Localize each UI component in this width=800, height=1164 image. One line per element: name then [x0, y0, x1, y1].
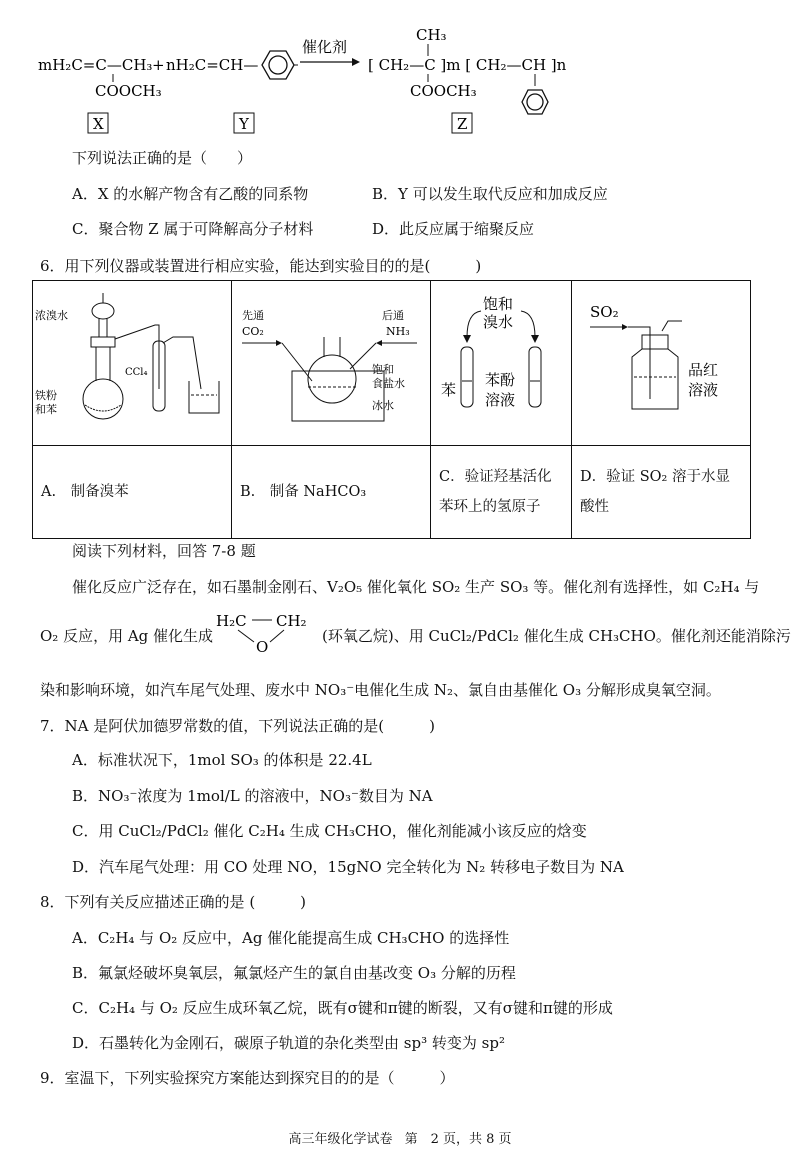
epoxide-oxygen: O [256, 638, 269, 654]
catalyst-label: 催化剂 [302, 38, 348, 56]
apparatus-d [572, 281, 751, 446]
q8-option-c: C．C₂H₄ 与 O₂ 反应生成环氧乙烷，既有σ键和π键的断裂，又有σ键和π键的形成 [72, 999, 613, 1017]
plus-sign: + [152, 56, 165, 74]
label-benzene: 苯 [441, 381, 457, 399]
q5-option-c: C．聚合物 Z 属于可降解高分子材料 [72, 220, 314, 238]
label-y: Y [239, 115, 249, 133]
cell-b-text: B. 制备 NaHCO₃ [240, 484, 367, 500]
apparatus-table [32, 280, 751, 539]
cell-c-line1: C．验证羟基活化 [439, 469, 552, 485]
label-nh3: NH₃ [386, 325, 410, 338]
label-brine: 食盐水 [372, 377, 405, 390]
label-later-pass: 后通 [382, 309, 404, 322]
q7-option-c: C．用 CuCl₂/PdCl₂ 催化 C₂H₄ 生成 CH₃CHO，催化剂能减小该反应的焓变 [72, 822, 587, 840]
q8-option-a: A．C₂H₄ 与 O₂ 反应中，Ag 催化能提高生成 CH₃CHO 的选择性 [72, 929, 510, 947]
cell-a-text: A. 制备溴苯 [41, 484, 129, 500]
q7-stem: 7．NA 是阿伏加德罗常数的值，下列说法正确的是( ) [40, 717, 435, 735]
label-first-pass: 先通 [242, 309, 264, 322]
reading-paragraph-2b: (环氧乙烷)、用 CuCl₂/PdCl₂ 催化生成 CH₃CHO。催化剂还能消除污 [322, 627, 791, 645]
epoxide-carbon-right: CH₂ [276, 612, 307, 630]
monomer-y-formula: nH₂C=CH— [166, 56, 259, 74]
cell-b [232, 446, 431, 539]
cell-c-line2: 苯环上的氢原子 [439, 499, 541, 515]
label-phenol: 苯酚 [485, 371, 516, 389]
label-z: Z [457, 115, 468, 133]
footer-title: 高三年级化学试卷 [288, 1132, 393, 1147]
label-saturated-c: 饱和 [483, 295, 514, 313]
label-co2: CO₂ [242, 325, 264, 338]
apparatus-a [33, 281, 232, 446]
q5-option-d: D．此反应属于缩聚反应 [372, 220, 535, 238]
q5-option-a: A．X 的水解产物含有乙酸的同系物 [72, 185, 309, 203]
label-bromine-water-c: 溴水 [483, 313, 514, 331]
label-and-benzene: 和苯 [35, 403, 57, 416]
footer-page-number: 第 2 页，共 8 页 [404, 1132, 512, 1147]
cell-a [33, 446, 232, 539]
cell-d [572, 446, 751, 539]
polymer-ester: COOCH₃ [410, 82, 477, 100]
q9-stem: 9．室温下，下列实验探究方案能达到探究目的的是（ ） [40, 1069, 455, 1087]
cell-d-line2: 酸性 [580, 499, 609, 515]
so2-apparatus [572, 281, 750, 441]
q8-option-b: B．氟氯烃破坏臭氧层，氟氯烃产生的氯自由基改变 O₃ 分解的历程 [72, 964, 516, 982]
monomer-x-ester: COOCH₃ [95, 82, 162, 100]
label-so2: SO₂ [590, 303, 619, 321]
monomer-x-formula: mH₂C=C—CH₃ [38, 56, 153, 74]
apparatus-b [232, 281, 431, 446]
q8-stem: 8．下列有关反应描述正确的是 ( ) [40, 893, 307, 911]
polymer-chain: [ CH₂—C ]m [ CH₂—CH ]n [368, 56, 567, 74]
label-ccl4: CCl₄ [125, 367, 148, 378]
reading-intro: 阅读下列材料，回答 7-8 题 [72, 542, 256, 560]
label-bromine-water: 浓溴水 [35, 309, 68, 322]
label-x: X [93, 115, 104, 133]
q6-stem: 6．用下列仪器或装置进行相应实验，能达到实验目的的是( ) [40, 257, 482, 275]
reading-paragraph-1: 催化反应广泛存在，如石墨制金刚石、V₂O₅ 催化氧化 SO₂ 生产 SO₃ 等。催化剂有选择性，如 C₂H₄ 与 [72, 578, 760, 596]
q5-option-b: B．Y 可以发生取代反应和加成反应 [372, 185, 608, 203]
q5-stem: 下列说法正确的是（ ） [72, 149, 253, 167]
q8-option-d: D．石墨转化为金刚石，碳原子轨道的杂化类型由 sp³ 转变为 sp² [72, 1034, 505, 1052]
nahco3-apparatus [232, 281, 430, 441]
label-iron-powder: 铁粉 [35, 389, 57, 402]
phenol-bromination-apparatus [431, 281, 571, 441]
cell-d-line1: D．验证 SO₂ 溶于水显 [580, 469, 730, 485]
q7-option-b: B．NO₃⁻浓度为 1mol/L 的溶液中，NO₃⁻数目为 NA [72, 787, 433, 805]
q7-option-a: A．标准状况下，1mol SO₃ 的体积是 22.4L [72, 751, 372, 769]
epoxide-structure [210, 606, 318, 654]
reading-paragraph-2a: O₂ 反应，用 Ag 催化生成 [40, 627, 214, 645]
benzene-ring-icon [522, 90, 548, 114]
polymer-methyl: CH₃ [416, 26, 447, 44]
label-ice-water: 冰水 [372, 399, 394, 412]
q7-option-d: D．汽车尾气处理：用 CO 处理 NO，15gNO 完全转化为 N₂ 转移电子数目为 NA [72, 858, 624, 876]
apparatus-c [431, 281, 572, 446]
reaction-equation [0, 0, 800, 140]
reading-paragraph-3: 染和影响环境，如汽车尾气处理、废水中 NO₃⁻电催化生成 N₂、氯自由基催化 O₃ 分解形成臭氧空洞。 [40, 681, 721, 699]
epoxide-carbon-left: H₂C [216, 612, 247, 630]
benzene-ring-icon [262, 51, 294, 79]
label-saturated: 饱和 [372, 363, 394, 376]
page-footer [0, 1128, 800, 1147]
label-solution-d: 溶液 [688, 381, 719, 399]
label-solution-c: 溶液 [485, 391, 516, 409]
label-magenta: 品红 [688, 361, 719, 379]
bromobenzene-apparatus [33, 281, 231, 441]
cell-c [431, 446, 572, 539]
